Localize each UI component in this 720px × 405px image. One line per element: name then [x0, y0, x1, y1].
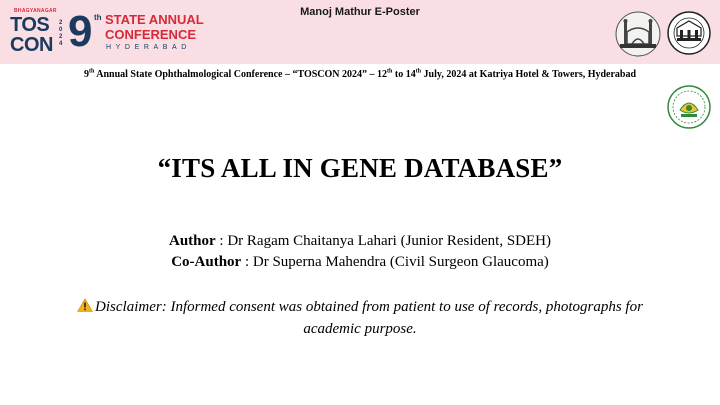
- conference-text-3: July, 2024 at Katriya Hotel & Towers, Hyderabad: [421, 69, 637, 80]
- toscon-logo: [10, 8, 210, 58]
- author-label: Author: [168, 233, 216, 249]
- author-line: [0, 233, 720, 250]
- edition-ordinal: th: [88, 68, 95, 75]
- ophthalmological-society-emblem: [666, 10, 712, 56]
- logo-number: 9: [68, 7, 93, 56]
- logo-con: CON: [10, 34, 53, 56]
- poster-title: “ITS ALL IN GENE DATABASE”: [157, 153, 563, 183]
- start-date-ordinal: th: [387, 68, 393, 75]
- logo-line1: STATE ANNUAL: [105, 12, 204, 27]
- presenter-line: Manoj Mathur E-Poster: [300, 6, 420, 18]
- coauthor-line: [0, 254, 720, 271]
- logo-tos: TOS: [10, 14, 50, 36]
- logo-city-line: HYDERABAD: [106, 44, 191, 51]
- conference-edition: 9: [83, 69, 89, 80]
- conference-text-2: to 14: [392, 69, 416, 80]
- end-date-ordinal: th: [415, 68, 422, 75]
- conference-info-line: [0, 69, 720, 80]
- coauthor-label: Co-Author: [171, 254, 242, 270]
- logo-ordinal: th: [94, 13, 102, 22]
- warning-icon: [77, 298, 93, 312]
- coauthor-value: : Dr Superna Mahendra (Civil Surgeon Glaucoma): [241, 254, 549, 270]
- conference-text-1: Annual State Ophthalmological Conference – “TOSCON 2024” – 12: [94, 69, 388, 80]
- logo-city: BHAGYANAGAR: [14, 8, 57, 14]
- charminar-emblem: [614, 10, 662, 58]
- logo-year: 2024: [59, 20, 63, 47]
- logo-line2: CONFERENCE: [105, 27, 197, 42]
- right-side-emblem: [666, 84, 712, 130]
- author-value: : Dr Ragam Chaitanya Lahari (Junior Resident, SDEH): [215, 233, 551, 249]
- disclaimer: [60, 296, 660, 340]
- disclaimer-text: Disclaimer: Informed consent was obtained from patient to use of records, photographs for academic purpose.: [95, 299, 643, 337]
